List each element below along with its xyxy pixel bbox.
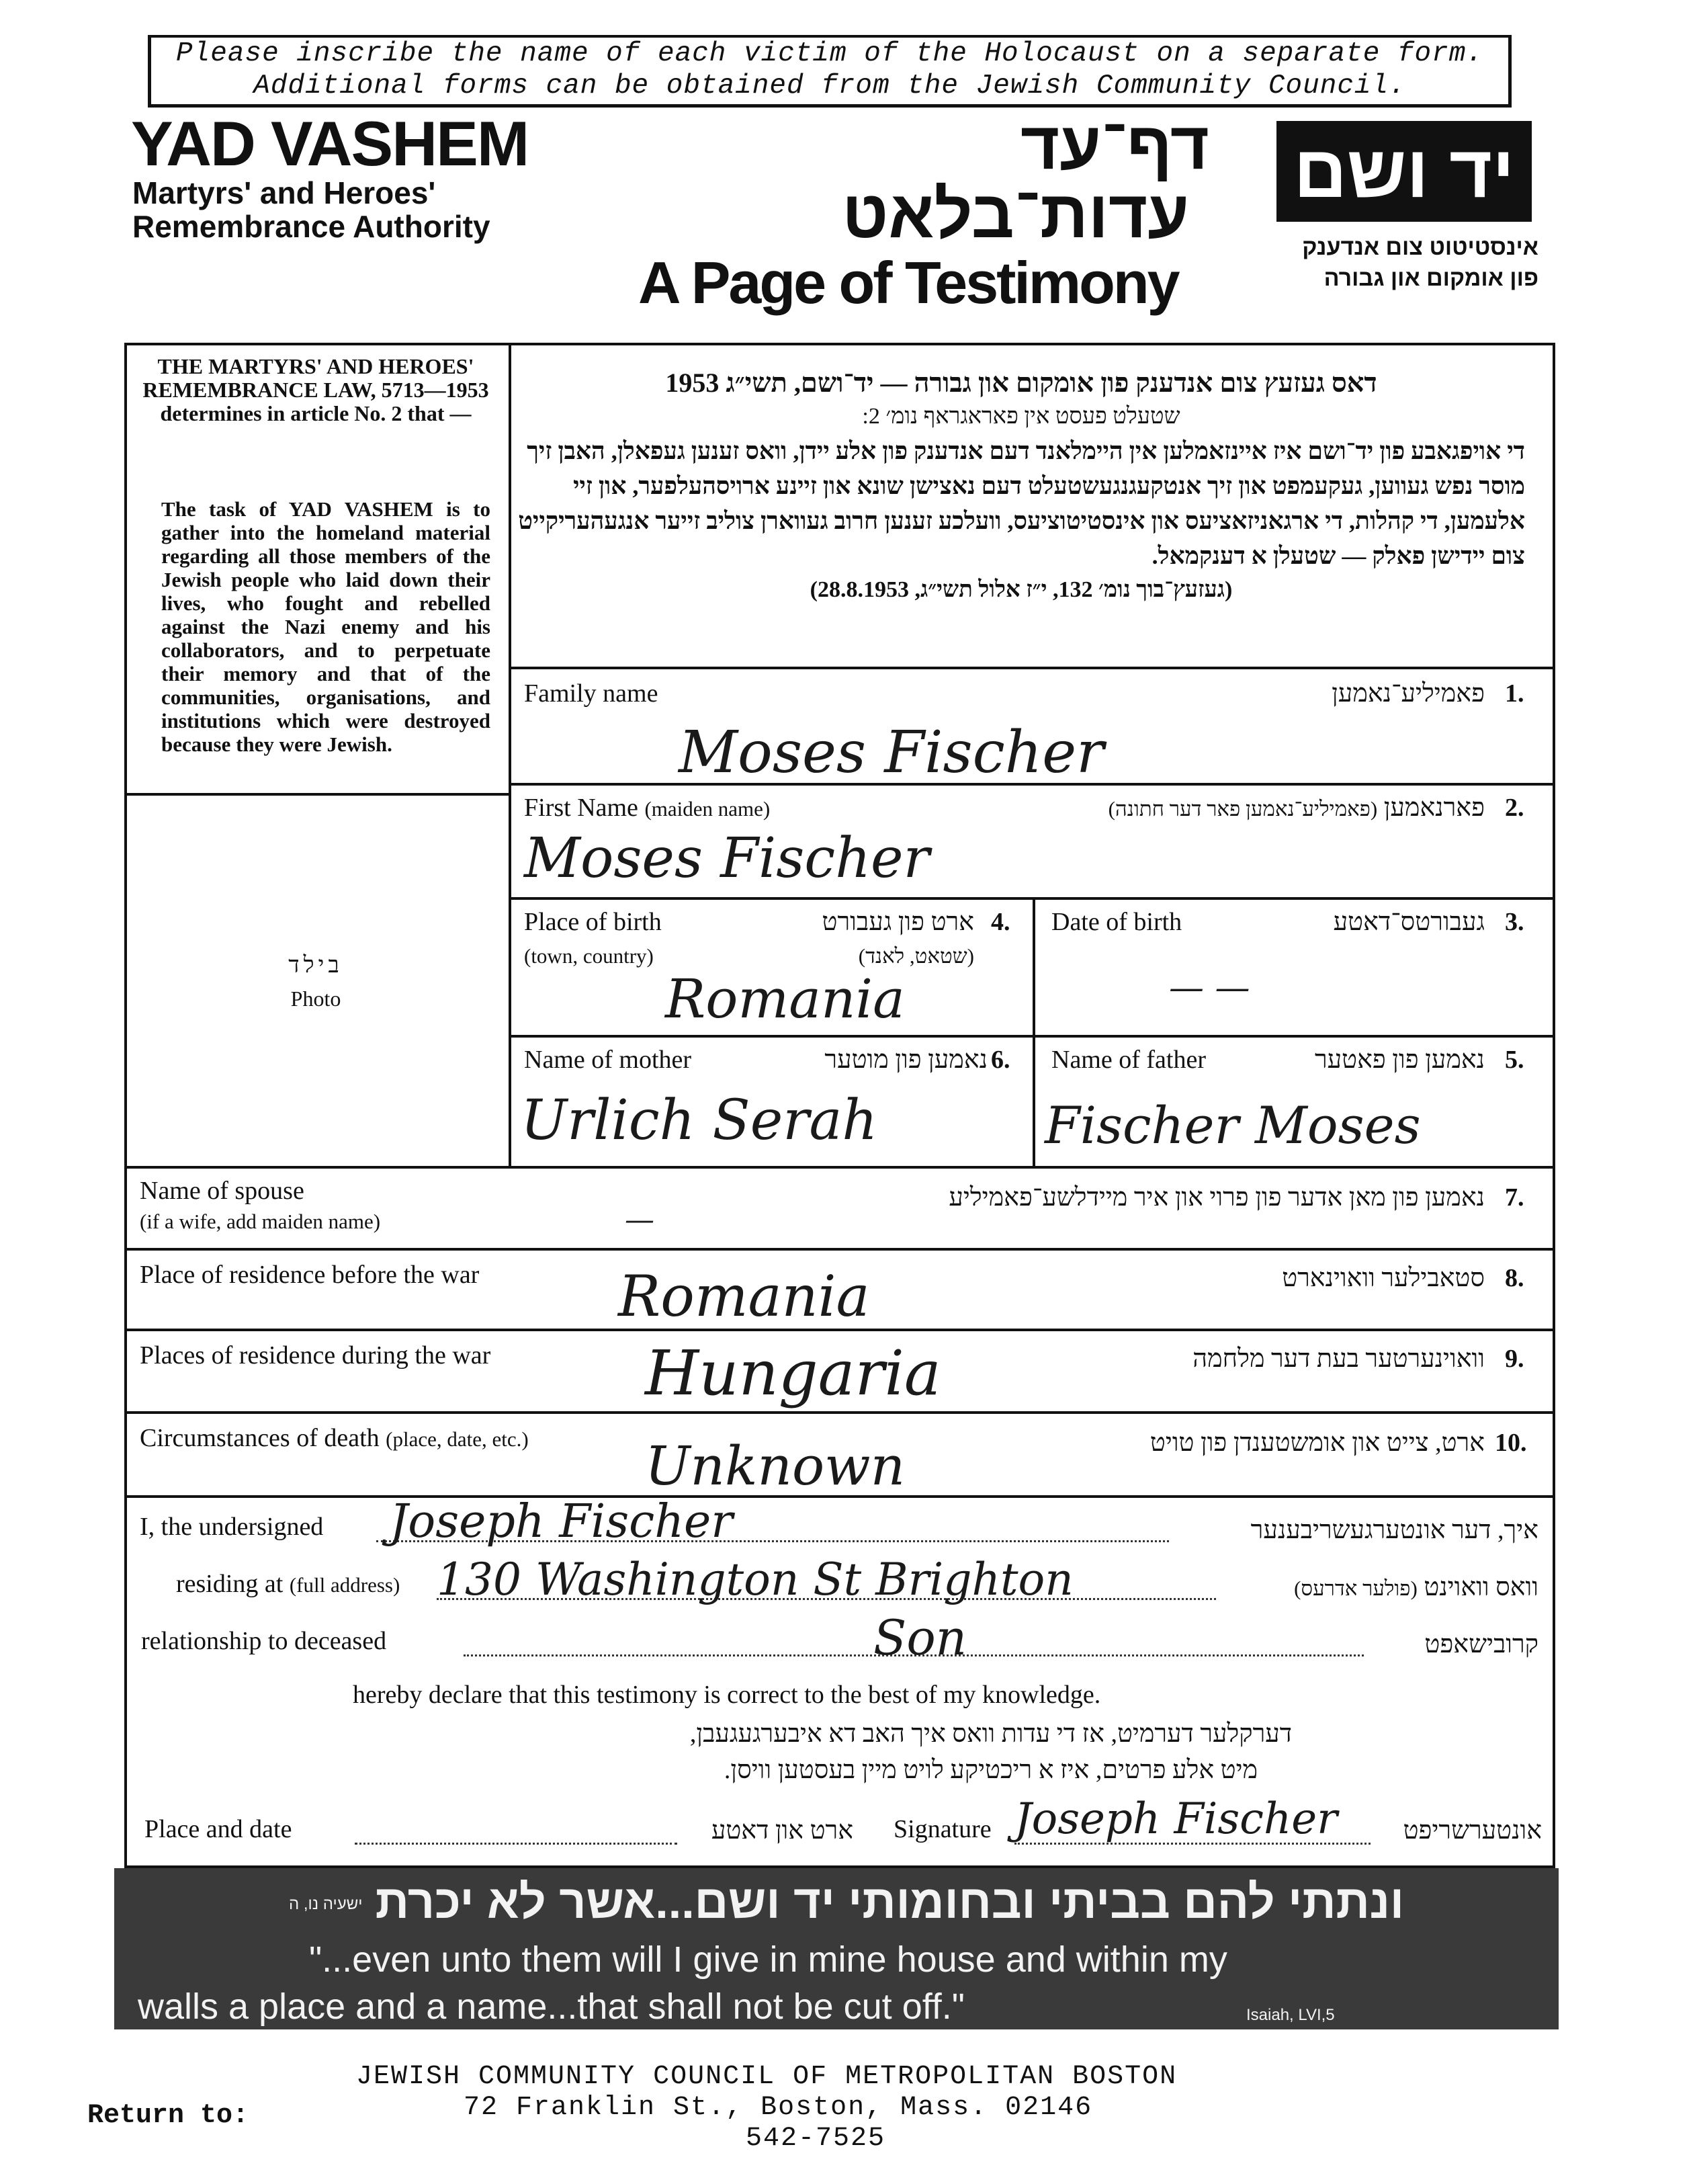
residing-label-text: residing at: [176, 1570, 284, 1598]
hebrew-law-title: דאס געזעץ צום אנדענק פון אומקום און גבורה — יד־ושם, תשי״ג 1953: [665, 368, 1377, 398]
first-name-value: Moses Fischer: [524, 827, 930, 890]
row-line-5: [124, 1166, 1555, 1169]
field-number-4: 4.: [991, 908, 1010, 936]
hebrew-law-block: [517, 366, 1525, 607]
footer-organization: JEWISH COMMUNITY COUNCIL OF METROPOLITAN BOSTON: [356, 2062, 1178, 2092]
photo-label-hebrew: בילד: [288, 953, 343, 978]
residing-value: 130 Washington St Brighton: [437, 1554, 1074, 1605]
footer-address: 72 Franklin St., Boston, Mass. 02146: [464, 2093, 1093, 2123]
residence-before-war-value: Romania: [618, 1263, 870, 1329]
row-line-8: [124, 1411, 1555, 1414]
hebrew-law-ref: (געזעץ־בוך נומ׳ 132, י״ז אלול תשי״ג, 28.8.1953): [810, 577, 1233, 602]
residing-heb-text: וואס וואוינט: [1424, 1573, 1538, 1601]
field-number-1: 1.: [1505, 679, 1524, 708]
notice-line-1: Please inscribe the name of each victim of the Holocaust on a separate form.: [176, 38, 1483, 69]
notice-line-2: Additional forms can be obtained from the Jewish Community Council.: [253, 71, 1406, 101]
declaration-hebrew-1: דערקלער דערמיט, אז די עדות וואס איך האב דא איבערגעגעבן,: [689, 1720, 1293, 1748]
place-of-birth-note-hebrew: (שטאט, לאנד): [858, 944, 974, 968]
field-number-5: 5.: [1505, 1046, 1524, 1074]
residing-label: [176, 1569, 400, 1599]
hebrew-law-subtitle: שטעלט פעסט אין פאראגראף נומ׳ 2:: [862, 404, 1180, 429]
first-name-label: [524, 793, 770, 823]
hebrew-title-1: דף־עד: [1020, 108, 1209, 183]
relationship-value: Son: [873, 1609, 967, 1666]
return-to-label: Return to:: [87, 2101, 249, 2131]
field-number-8: 8.: [1505, 1264, 1524, 1292]
banner-english-line-1: "...even unto them will I give in mine house and within my: [309, 1939, 1227, 1980]
undersigned-value: Joseph Fischer: [390, 1495, 733, 1548]
signature-label: Signature: [894, 1815, 992, 1843]
row-line-3: [509, 897, 1555, 900]
field-number-9: 9.: [1505, 1345, 1524, 1373]
residence-during-war-value: Hungaria: [645, 1337, 941, 1409]
logo-subtitle-2: פון אומקום און גבורה: [1323, 265, 1538, 291]
circumstances-label-text: Circumstances of death: [140, 1424, 380, 1452]
spouse-name-label-hebrew: נאמען פון מאן אדער פון פרוי און איר מיידלשע־פאמיליע: [949, 1183, 1485, 1212]
father-name-value: Fischer Moses: [1045, 1095, 1421, 1155]
logo-subtitle-1: אינסטיטוט צום אנדענק: [1302, 235, 1538, 260]
place-of-birth-value: Romania: [665, 968, 905, 1030]
date-of-birth-label: Date of birth: [1051, 908, 1182, 936]
residence-during-war-label: Places of residence during the war: [140, 1341, 491, 1370]
law-photo-divider: [124, 793, 509, 796]
row-line-6: [124, 1248, 1555, 1251]
banner-hebrew-ref: ישעיה נו, ה: [289, 1895, 363, 1913]
family-name-label-hebrew: פאמיליע־נאמען: [1332, 679, 1485, 708]
banner-hebrew-verse: ונתתי להם בביתי ובחומותי יד ושם...אשר לא יכרת: [375, 1876, 1404, 1928]
family-name-label: Family name: [524, 679, 658, 708]
first-name-label-text: First Name: [524, 794, 638, 822]
first-name-label-hebrew: [941, 793, 1485, 823]
field-number-2: 2.: [1505, 794, 1524, 822]
mother-name-label-hebrew: נאמען פון מוטער: [824, 1046, 988, 1074]
org-subtitle: Martyrs' and Heroes' Remembrance Authority: [132, 175, 490, 244]
mother-name-label: Name of mother: [524, 1046, 692, 1074]
field-number-7: 7.: [1505, 1183, 1524, 1212]
law-heading: THE MARTYRS' AND HEROES' REMEMBRANCE LAW, 5713—1953 determines in article No. 2 that —: [142, 354, 489, 425]
relationship-label-hebrew: קרובישאפט: [1424, 1630, 1538, 1658]
signature-value: Joseph Fischer: [1014, 1794, 1338, 1844]
residence-before-war-label-hebrew: סטאבילער וואוינארט: [1282, 1264, 1485, 1292]
residence-during-war-label-hebrew: וואוינערטער בעת דער מלחמה: [1192, 1345, 1485, 1373]
signature-label-hebrew: אונטערשריפט: [1403, 1816, 1542, 1845]
father-name-label-hebrew: נאמען פון פאטער: [1314, 1046, 1485, 1074]
circumstances-of-death-label: [140, 1423, 529, 1453]
place-of-birth-label: Place of birth: [524, 908, 662, 936]
declaration-hebrew-2: מיט אלע פרטים, איז א ריכטיקע לויט מיין בעסטען וויסן.: [724, 1756, 1258, 1784]
declaration-text: hereby declare that this testimony is correct to the best of my knowledge.: [353, 1681, 1101, 1709]
residing-note: (full address): [289, 1573, 400, 1597]
circumstances-of-death-value: Unknown: [645, 1435, 906, 1497]
relationship-label: relationship to deceased: [141, 1627, 387, 1655]
photo-label: Photo: [290, 986, 341, 1011]
footer-phone: 542-7525: [746, 2124, 886, 2154]
residing-label-hebrew: [1209, 1572, 1538, 1602]
family-name-value: Moses Fischer: [679, 719, 1104, 786]
page-title: A Page of Testimony: [638, 249, 1178, 316]
spouse-name-value: —: [625, 1203, 654, 1237]
residing-heb-note: (פולער אדרעס): [1294, 1577, 1418, 1600]
left-column-divider: [509, 343, 511, 1166]
place-of-birth-label-hebrew: ארט פון געבורט: [822, 908, 974, 936]
residence-before-war-label: Place of residence before the war: [140, 1261, 480, 1289]
law-task-text: The task of YAD VASHEM is to gather into the homeland material regarding all those members of the Jewish people who laid down their lives, who fought and rebelled against the Nazi enemy and his collaborators, and to perpetuate their memory and that of the communities, organisations, and institutions which were destroyed because they were Jewish.: [161, 497, 490, 756]
date-of-birth-label-hebrew: געבורטס־דאטע: [1333, 908, 1485, 936]
place-date-label-hebrew: ארט און דאטע: [711, 1816, 853, 1845]
spouse-name-note: (if a wife, add maiden name): [140, 1210, 381, 1233]
hebrew-title-2: עדות־בלאט: [842, 177, 1189, 252]
row-line-1: [509, 667, 1555, 669]
date-of-birth-value: — —: [1169, 968, 1250, 1008]
undersigned-label: I, the undersigned: [140, 1513, 324, 1541]
logo-text: יד ושם: [1293, 130, 1515, 213]
notice-box: [148, 35, 1512, 108]
logo-subtitle: [1250, 232, 1538, 294]
place-date-line: [355, 1843, 677, 1845]
banner-english-line-2: walls a place and a name...that shall not be cut off.": [138, 1986, 965, 2027]
first-name-note: (maiden name): [644, 797, 771, 821]
banner-english-ref: Isaiah, LVI,5: [1246, 2006, 1335, 2024]
first-name-heb-text: פארנאמען: [1383, 794, 1485, 822]
circumstances-of-death-label-hebrew: ארט, צייט און אומשטענדן פון טויט: [1149, 1429, 1485, 1457]
place-date-label: Place and date: [144, 1815, 292, 1843]
yad-vashem-logo: [1276, 121, 1532, 222]
mother-name-value: Urlich Serah: [521, 1089, 878, 1152]
father-name-label: Name of father: [1051, 1046, 1206, 1074]
circumstances-note: (place, date, etc.): [386, 1427, 529, 1451]
row-divider-middle: [1033, 897, 1035, 1166]
place-of-birth-note: (town, country): [524, 944, 654, 968]
field-number-6: 6.: [991, 1046, 1010, 1074]
first-name-heb-note: (פאמיליע־נאמען פאר דער חתונה): [1108, 797, 1378, 821]
undersigned-label-hebrew: איך, דער אונטערגעשריבענער: [1250, 1516, 1538, 1544]
field-number-3: 3.: [1505, 908, 1524, 936]
hebrew-law-body: די אויפגאבע פון יד־ושם איז איינזאמלען אין היימלאנד דעם אנדענק פון אלע יידן, וואס זענען געפאלן, האבן זיך מוסר נפש געווען, געקעמפט און זיך אנטקעגנגעשטעלט דעם נאצישן שונא און זיינע ארויסהעלפער, און זיי אלעמען, די קהלות, די ארגאניזאציעס און אינסטיטוציעס, וועלכע זענען חרוב געווארן צוליב זייער אנגעהעריקייט צום יידישן פאלק — שטעלן א דענקמאל.: [518, 437, 1525, 569]
org-name: YAD VASHEM: [131, 108, 529, 179]
row-line-4: [509, 1035, 1555, 1038]
field-number-10: 10.: [1495, 1429, 1527, 1457]
spouse-name-label: Name of spouse: [140, 1177, 304, 1205]
